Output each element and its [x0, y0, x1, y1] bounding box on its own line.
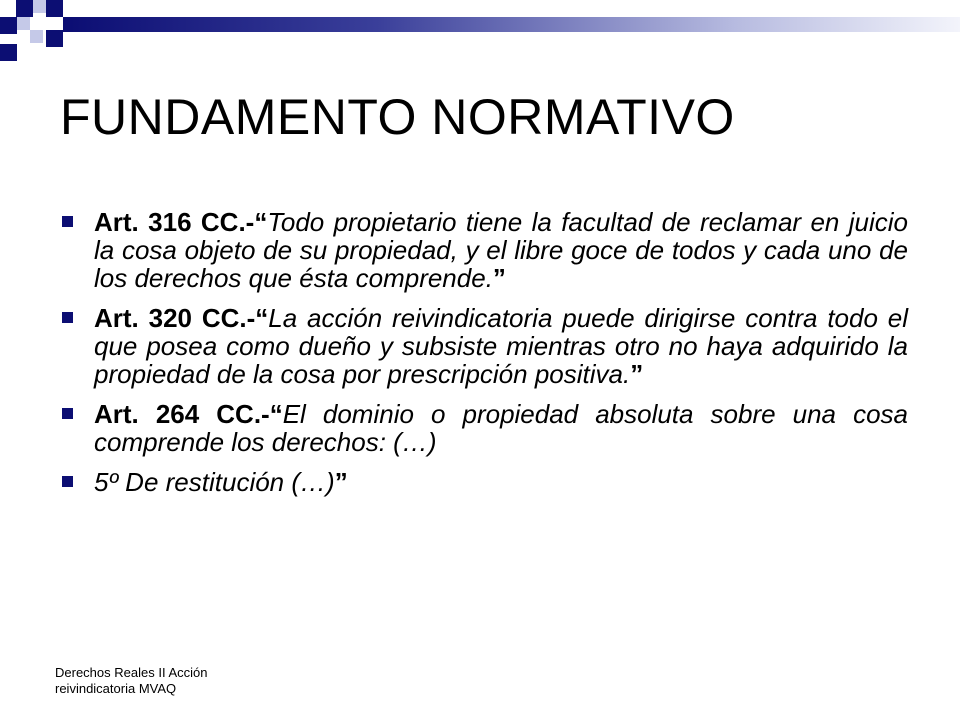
bullet-item [60, 400, 908, 456]
slide-footer: Derechos Reales II Acción reivindicatoria MVAQ [55, 665, 208, 696]
decor-square [46, 0, 63, 17]
slide-title: FUNDAMENTO NORMATIVO [60, 89, 735, 145]
open-quote: “ [269, 399, 283, 429]
square-bullet-icon [62, 216, 73, 227]
decor-square [46, 30, 63, 47]
decor-square [30, 30, 43, 43]
decor-square [17, 17, 30, 30]
bullet-item [60, 468, 908, 496]
decor-square [16, 0, 33, 17]
bullet-item [60, 304, 908, 388]
article-text: La acción reivindicatoria puede dirigirse contra todo el que posea como dueño y subsiste mientras otro no haya adquirido la propiedad de la cosa por prescripción positiva. [94, 303, 908, 389]
decor-square [0, 44, 17, 61]
article-text: Todo propietario tiene la facultad de reclamar en juicio la cosa objeto de su propiedad, y el libre goce de todos y cada uno de los derechos que ésta comprende. [94, 207, 909, 293]
bullet-item [60, 208, 908, 292]
decor-square [0, 17, 17, 34]
square-bullet-icon [62, 312, 73, 323]
article-reference: Art. 264 CC.- [94, 399, 270, 429]
square-bullet-icon [62, 476, 73, 487]
bullet-list [60, 208, 908, 508]
decor-square [33, 0, 46, 13]
square-bullet-icon [62, 408, 73, 419]
close-quote: ” [492, 263, 506, 293]
open-quote: “ [254, 207, 268, 237]
article-reference: Art. 320 CC.- [94, 303, 256, 333]
open-quote: “ [255, 303, 269, 333]
header-gradient-bar [63, 17, 960, 32]
article-reference: Art. 316 CC.- [94, 207, 255, 237]
article-text: 5º De restitución (…) [94, 467, 335, 497]
article-text: El dominio o propiedad absoluta sobre una cosa comprende los derechos: (…) [94, 399, 908, 457]
close-quote: ” [630, 359, 644, 389]
close-quote: ” [334, 467, 348, 497]
